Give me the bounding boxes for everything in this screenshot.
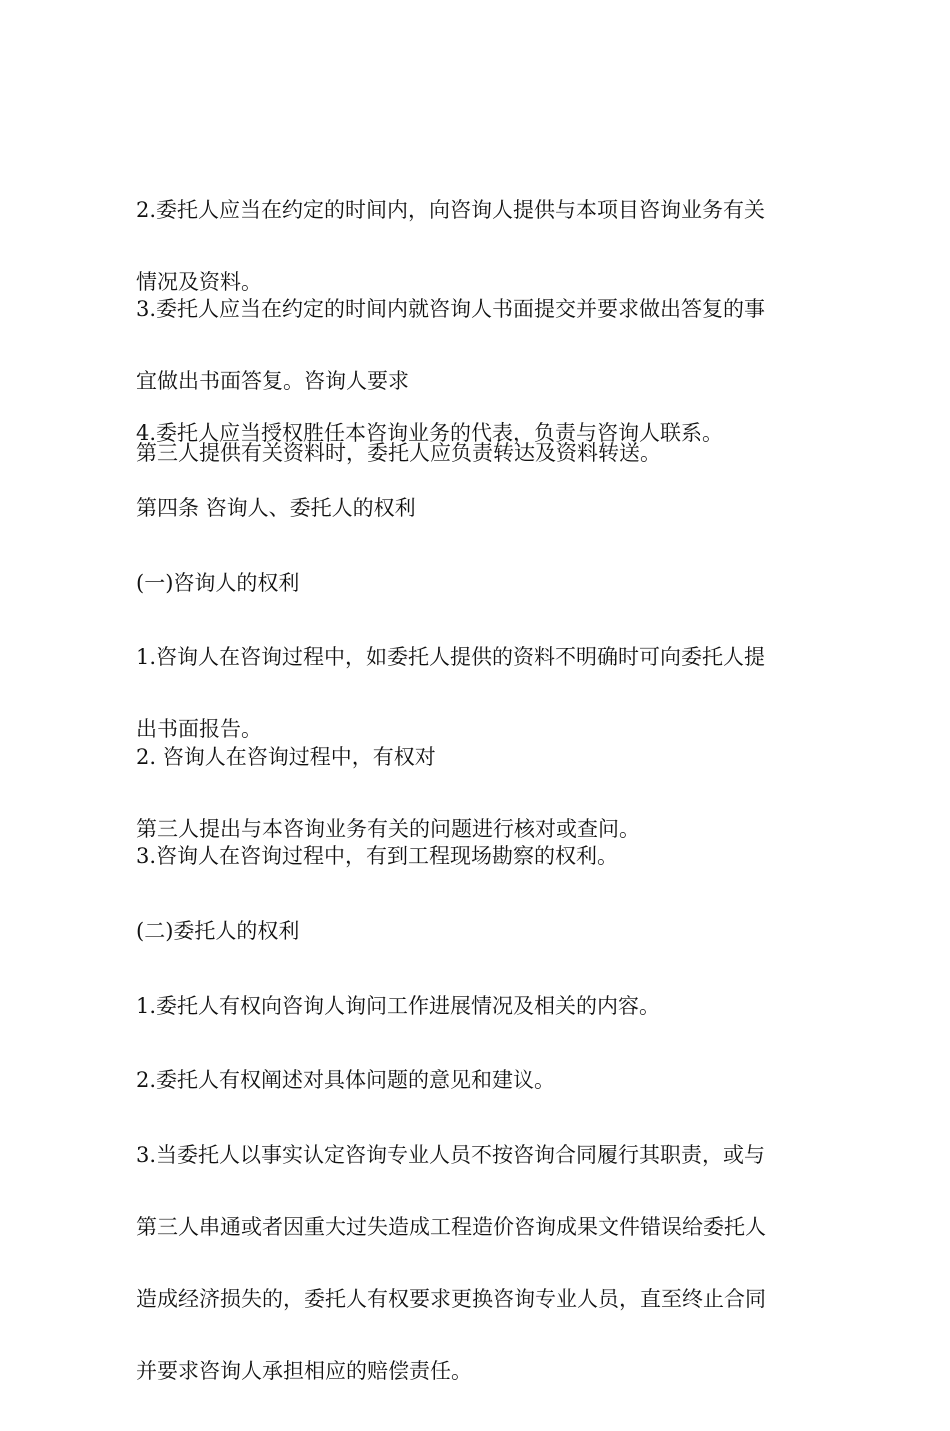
text-line: 4.委托人应当授权胜任本咨询业务的代表，负责与咨询人联系。: [136, 421, 724, 445]
text-line: 2.委托人应当在约定的时间内，向咨询人提供与本项目咨询业务有关: [136, 198, 766, 222]
text-line: 3.当委托人以事实认定咨询专业人员不按咨询合同履行其职责，或与: [136, 1143, 766, 1167]
text-line: 第三人提出与本咨询业务有关的问题进行核对或查问。: [136, 817, 640, 841]
text-line: 第三人串通或者因重大过失造成工程造价咨询成果文件错误给委托人: [136, 1215, 766, 1239]
text-line: (二)委托人的权利: [136, 919, 300, 943]
text-line: (一)咨询人的权利: [136, 571, 300, 595]
text-line: 情况及资料。: [136, 270, 262, 294]
text-line: 出书面报告。: [136, 717, 262, 741]
text-line: 宜做出书面答复。咨询人要求: [136, 369, 409, 393]
paragraph-client-replace-staff: [136, 1095, 826, 1431]
text-line: 2.委托人有权阐述对具体问题的意见和建议。: [136, 1068, 556, 1092]
text-line: 并要求咨询人承担相应的赔偿责任。: [136, 1359, 472, 1383]
text-line: 3.咨询人在咨询过程中，有到工程现场勘察的权利。: [136, 844, 619, 868]
text-line: 1.委托人有权向咨询人询问工作进展情况及相关的内容。: [136, 994, 661, 1018]
text-line: 造成经济损失的，委托人有权要求更换咨询专业人员，直至终止合同: [136, 1287, 766, 1311]
text-line: 1.咨询人在咨询过程中，如委托人提供的资料不明确时可向委托人提: [136, 645, 766, 669]
text-line: 第三人提供有关资料时，委托人应负责转达及资料转送。: [136, 441, 661, 465]
text-line: 第四条 咨询人、委托人的权利: [136, 496, 416, 520]
text-line: 2. 咨询人在咨询过程中，有权对: [136, 745, 436, 769]
text-line: 3.委托人应当在约定的时间内就咨询人书面提交并要求做出答复的事: [136, 297, 766, 321]
